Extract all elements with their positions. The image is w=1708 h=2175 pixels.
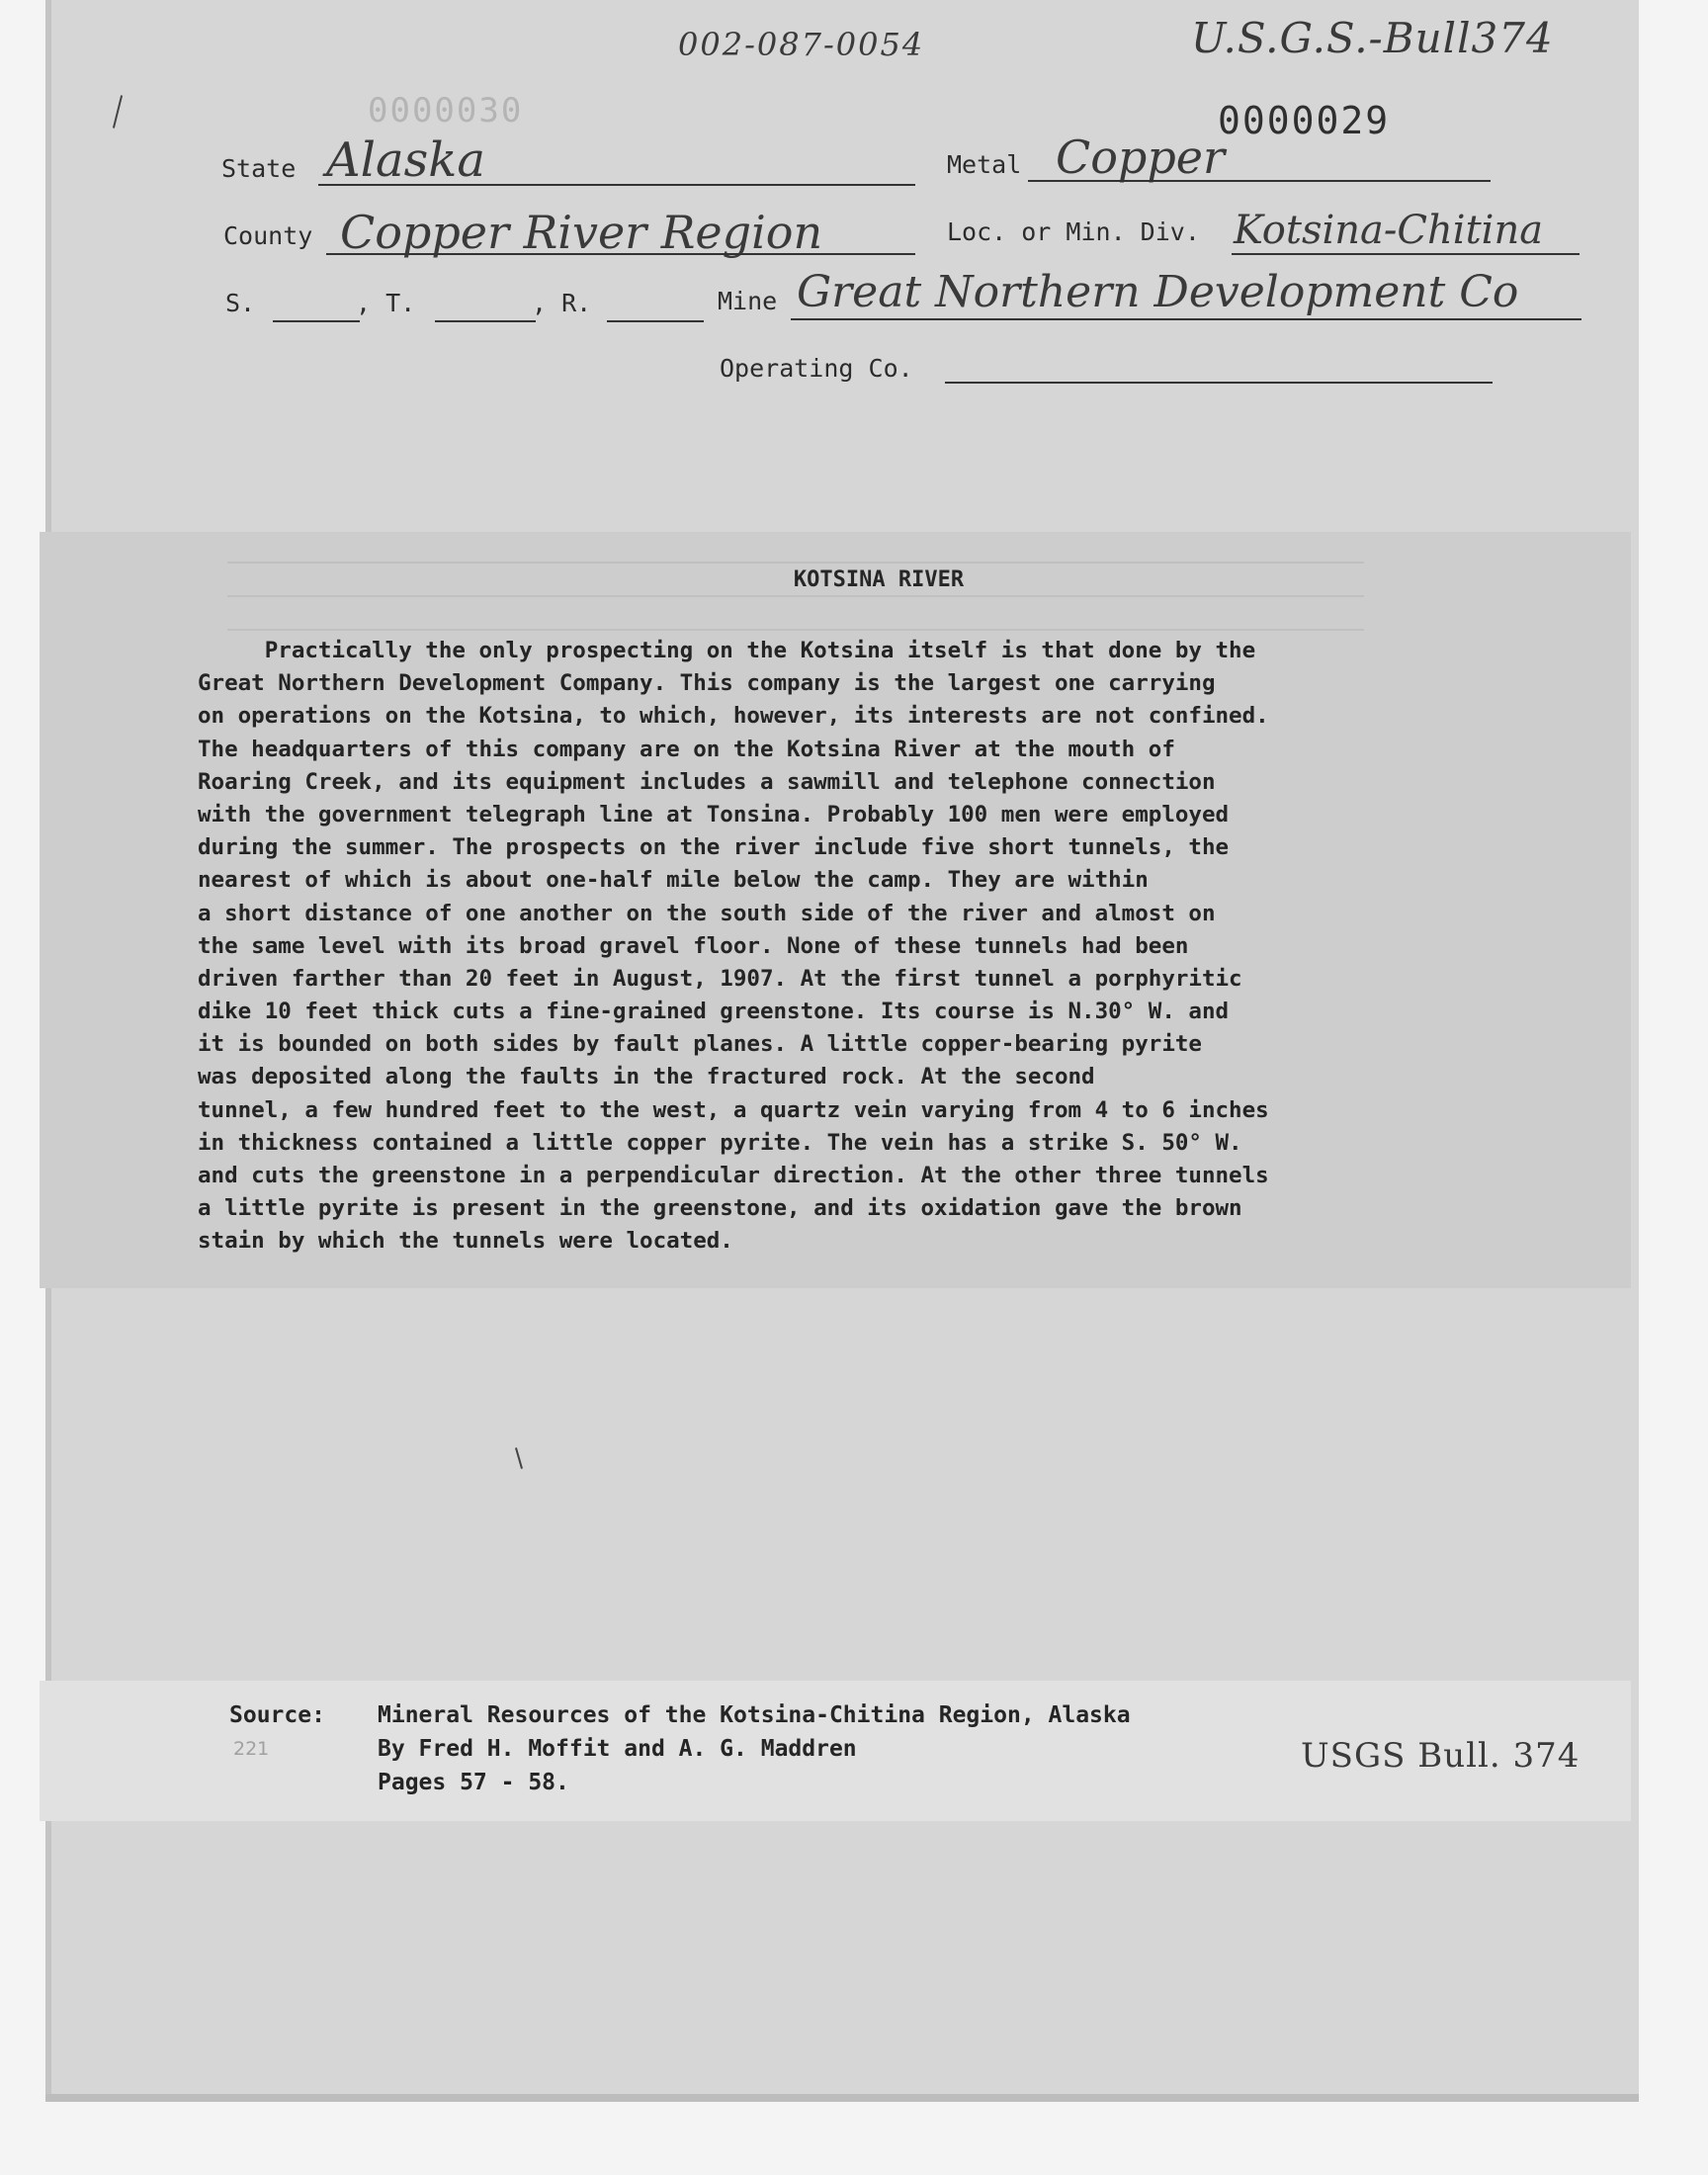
article-line: Practically the only prospecting on the Kotsina itself is that done by the	[198, 638, 1256, 663]
township-underline	[435, 320, 536, 322]
range-underline	[607, 320, 704, 322]
mine-label: Mine	[718, 287, 778, 315]
state-value: Alaska	[326, 132, 485, 188]
source-title: Mineral Resources of the Kotsina-Chitina Region, Alaska	[378, 1702, 1131, 1728]
article-line: dike 10 feet thick cuts a fine-grained greenstone. Its course is N.30° W. and	[198, 999, 1230, 1025]
range-label: , R.	[532, 289, 592, 317]
faint-stamp-number: 0000030	[368, 91, 524, 130]
article-line: in thickness contained a little copper pyrite. The vein has a strike S. 50° W.	[198, 1129, 1242, 1156]
mine-value: Great Northern Development Co	[797, 267, 1519, 317]
article-line: driven farther than 20 feet in August, 1907. At the first tunnel a porphyritic	[198, 965, 1242, 992]
mine-underline	[791, 318, 1581, 320]
source-number: 221	[233, 1738, 270, 1760]
source-pages: Pages 57 - 58.	[378, 1770, 569, 1795]
state-label: State	[221, 154, 297, 183]
article-line: during the summer. The prospects on the river include five short tunnels, the	[198, 834, 1230, 861]
article-line: Great Northern Development Company. This company is the largest one carrying	[198, 670, 1216, 697]
sheet-edge-bottom	[45, 2094, 1639, 2102]
article-line: a short distance of one another on the south side of the river and almost on	[198, 900, 1216, 926]
article-line: Roaring Creek, and its equipment includes a sawmill and telephone connection	[198, 768, 1216, 795]
article-line: stain by which the tunnels were located.	[198, 1228, 733, 1255]
section-underline	[273, 320, 360, 322]
section-label: S.	[225, 289, 256, 317]
article-line: The headquarters of this company are on the Kotsina River at the mouth of	[198, 736, 1175, 762]
article-line: tunnel, a few hundred feet to the west, a quartz vein varying from 4 to 6 inches	[198, 1096, 1269, 1123]
article-body	[198, 635, 1542, 1259]
article-line: on operations on the Kotsina, to which, however, its interests are not confined.	[198, 703, 1269, 730]
metal-label: Metal	[947, 150, 1022, 179]
metal-value: Copper	[1056, 130, 1225, 184]
county-label: County	[223, 221, 313, 250]
article-line: was deposited along the faults in the fractured rock. At the second	[198, 1064, 1095, 1090]
article-line: with the government telegraph line at Tonsina. Probably 100 men were employed	[198, 801, 1230, 827]
source-authors: By Fred H. Moffit and A. G. Maddren	[378, 1736, 857, 1762]
metal-underline	[1028, 180, 1491, 182]
county-value: Copper River Region	[340, 206, 823, 259]
article-heading: KOTSINA RIVER	[793, 567, 965, 592]
document-number: 002-087-0054	[678, 26, 925, 63]
township-label: , T.	[356, 289, 416, 317]
article-line: nearest of which is about one-half mile below the camp. They are within	[198, 867, 1149, 894]
location-label: Loc. or Min. Div.	[947, 218, 1200, 246]
operating-company-label: Operating Co.	[720, 354, 913, 383]
operating-company-underline	[945, 382, 1493, 384]
location-underline	[1232, 253, 1580, 255]
state-underline	[318, 184, 915, 186]
usgs-reference-bottom: USGS Bull. 374	[1301, 1736, 1580, 1776]
article-line: and cuts the greenstone in a perpendicular direction. At the other three tunnels	[198, 1163, 1269, 1188]
county-underline	[326, 253, 915, 255]
article-line: the same level with its broad gravel floor. None of these tunnels had been	[198, 932, 1189, 959]
stamp-number: 0000029	[1218, 99, 1391, 142]
usgs-reference-top: U.S.G.S.-Bull374	[1191, 14, 1554, 62]
source-label: Source:	[229, 1702, 325, 1728]
article-line: a little pyrite is present in the greenstone, and its oxidation gave the brown	[198, 1195, 1242, 1222]
location-value: Kotsina-Chitina	[1234, 208, 1544, 253]
article-line: it is bounded on both sides by fault planes. A little copper-bearing pyrite	[198, 1031, 1202, 1058]
